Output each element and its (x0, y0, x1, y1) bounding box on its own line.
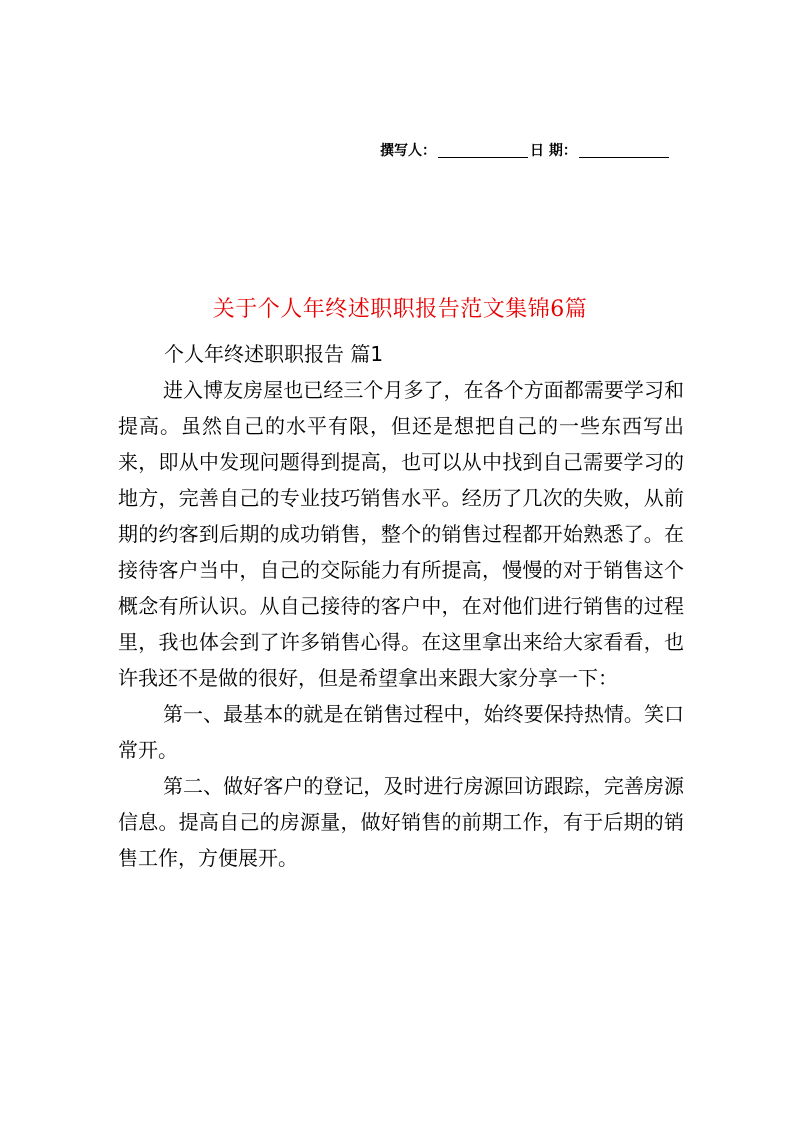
body-paragraph-1: 进入博友房屋也已经三个月多了，在各个方面都需要学习和提高。虽然自己的水平有限，但还是想把自己的一些东西写出来，即从中发现问题得到提高，也可以从中找到自己需要学习的地方，完善自己的专业技巧销售水平。经历了几次的失败，从前期的约客到后期的成功销售，整个的销售过程都开始熟悉了。在接待客户当中，自己的交际能力有所提高，慢慢的对于销售这个概念有所认识。从自己接待的客户中，在对他们进行销售的过程里，我也体会到了许多销售心得。在这里拿出来给大家看看，也许我还不是做的很好，但是希望拿出来跟大家分享一下： (118, 378, 684, 690)
author-date-line (380, 140, 680, 160)
document-body (118, 336, 684, 876)
writer-label: 撰写人： (380, 143, 436, 159)
document-title: 关于个人年终述职职报告范文集锦6篇 (212, 297, 588, 322)
body-paragraph-3: 第二、做好客户的登记，及时进行房源回访跟踪，完善房源信息。提高自己的房源量，做好销售的前期工作，有于后期的销售工作，方便展开。 (118, 774, 684, 870)
section-subtitle: 个人年终述职职报告 篇1 (164, 342, 384, 366)
date-blank-field (579, 143, 669, 158)
writer-blank-field (438, 143, 528, 158)
body-paragraph-2: 第一、最基本的就是在销售过程中，始终要保持热情。笑口常开。 (118, 702, 684, 762)
date-label: 日 期： (530, 143, 577, 159)
